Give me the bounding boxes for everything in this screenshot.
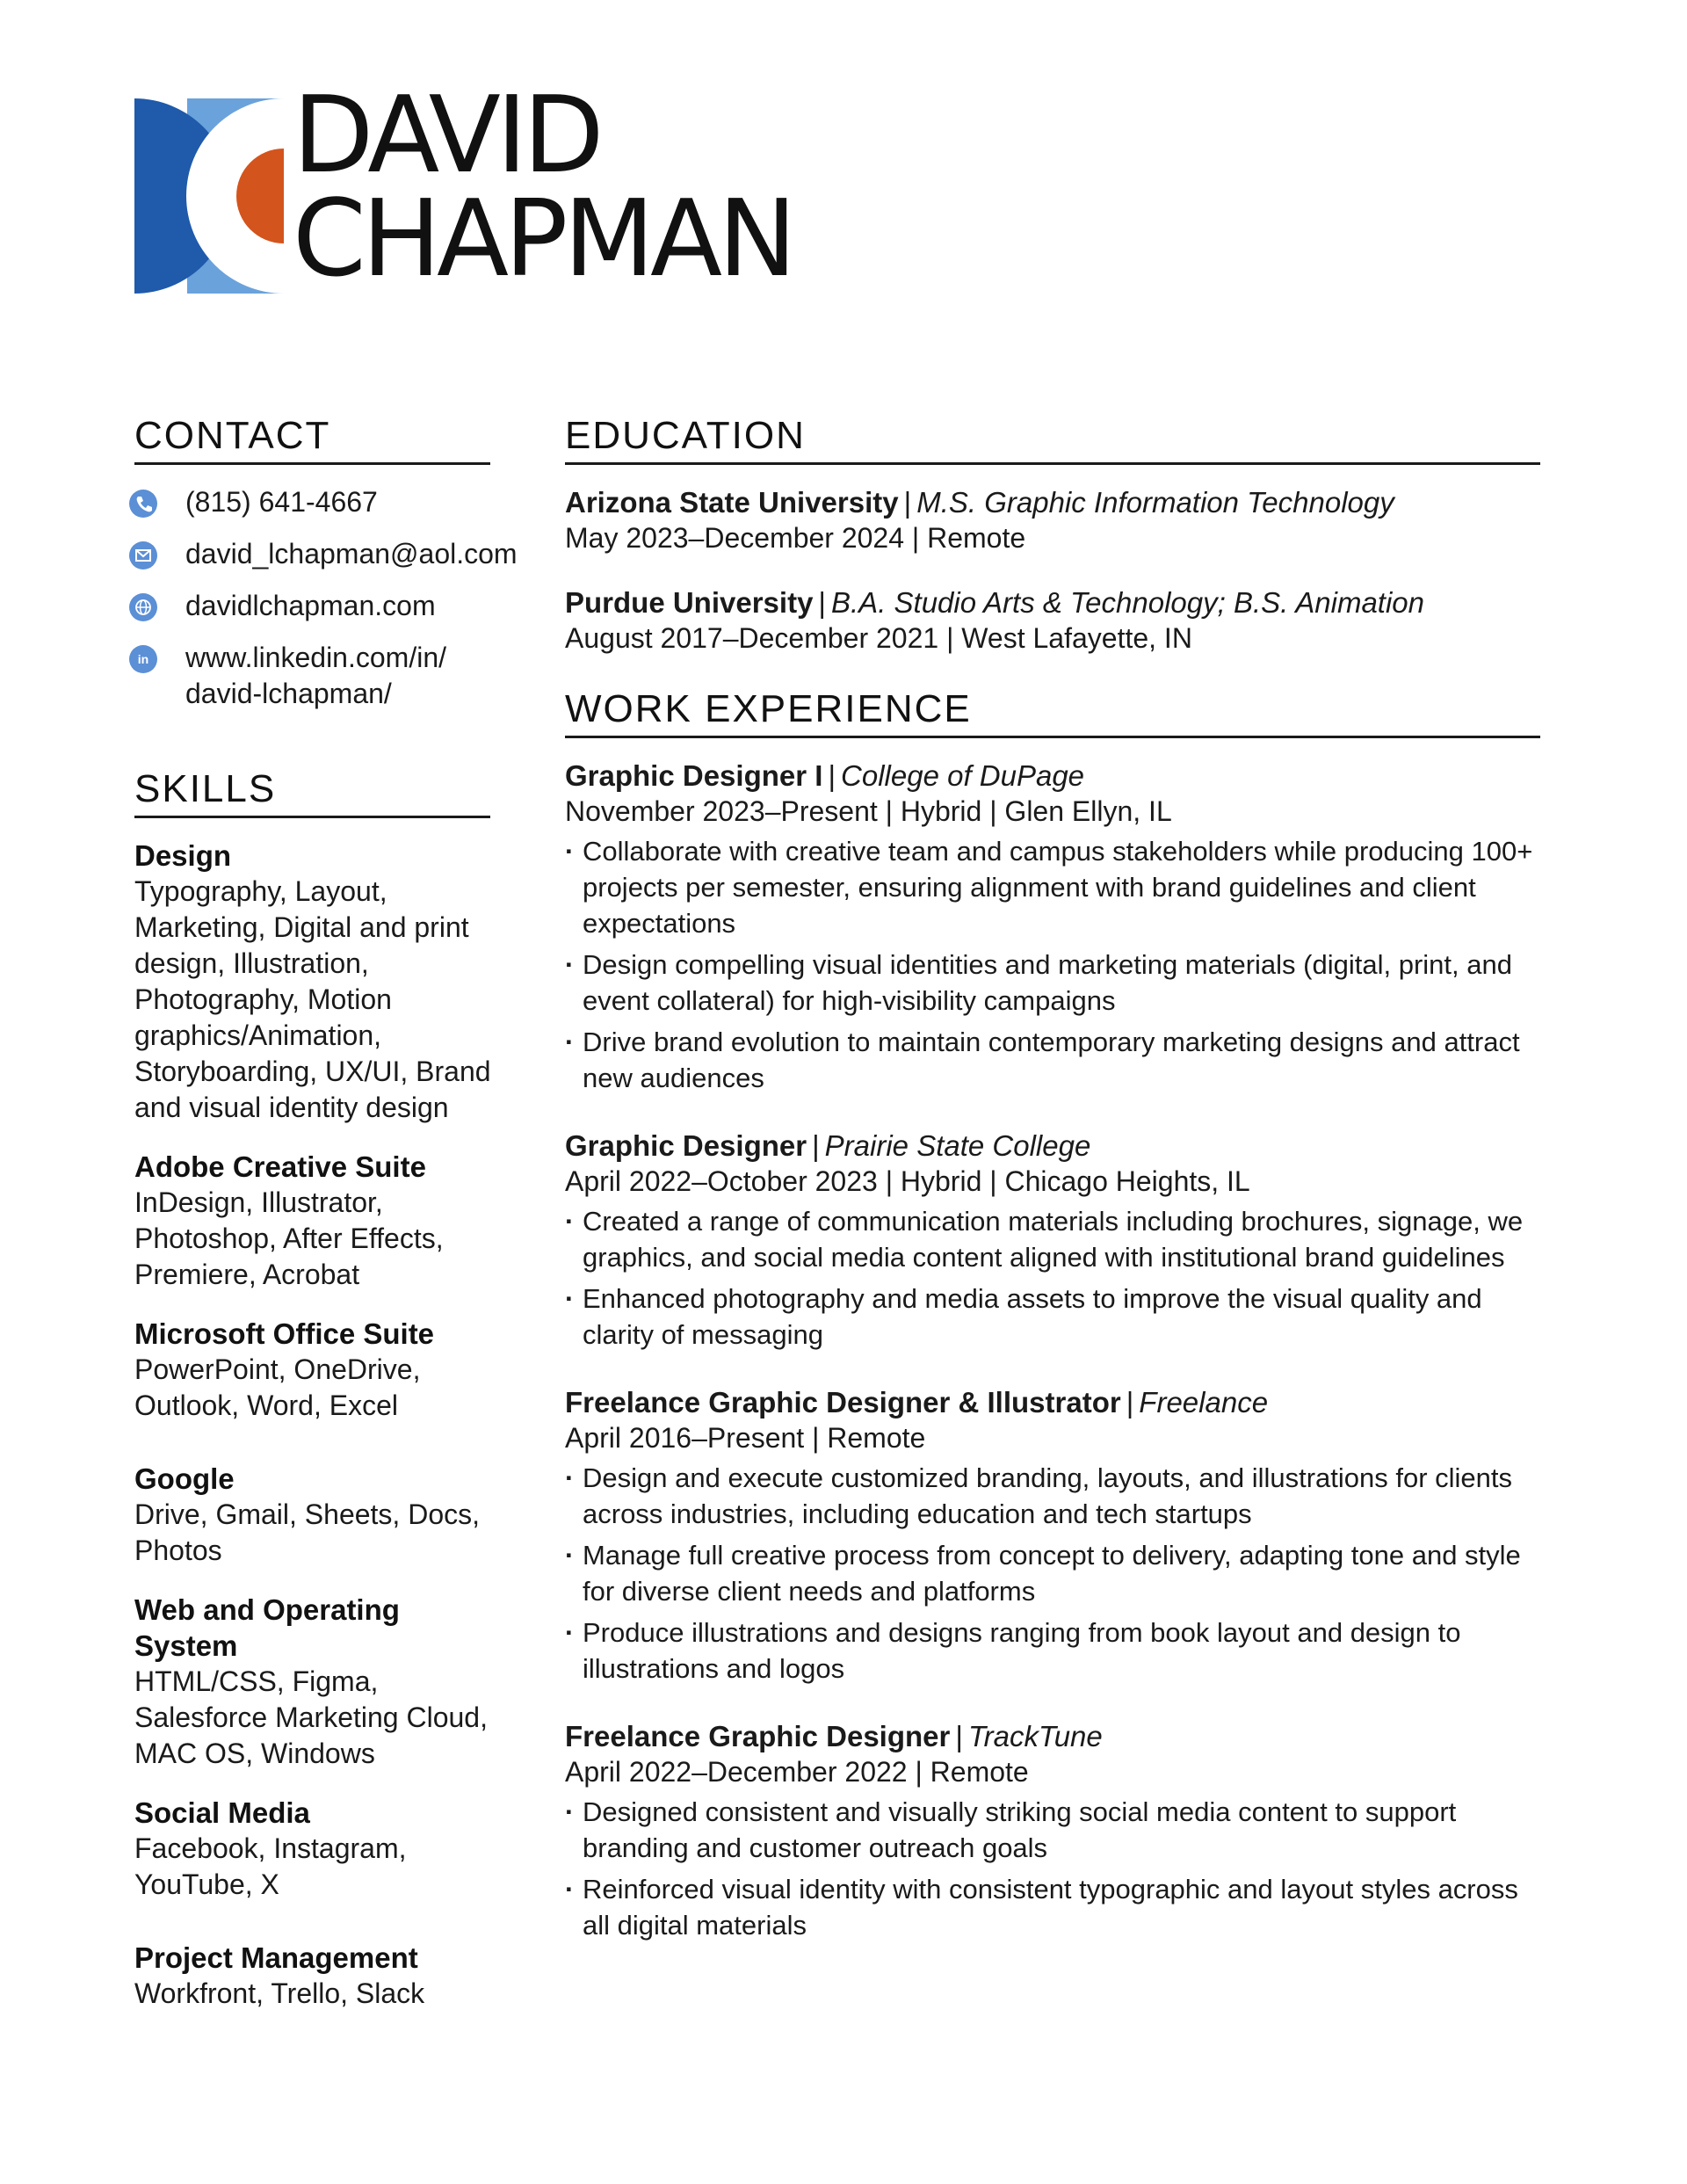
separator: | bbox=[1126, 1386, 1134, 1419]
job-item bbox=[565, 1128, 1540, 1353]
skill-group-head: Design bbox=[134, 839, 232, 872]
phone-icon bbox=[129, 490, 157, 518]
job-heading bbox=[565, 1128, 1540, 1164]
contact-linkedin-text[interactable]: www.linkedin.com/in/ david-lchapman/ bbox=[185, 642, 446, 709]
separator: | bbox=[955, 1720, 963, 1752]
skill-group-social bbox=[134, 1795, 503, 1903]
job-org: College of DuPage bbox=[841, 759, 1085, 792]
job-details: April 2022–December 2022 | Remote bbox=[565, 1756, 1029, 1788]
name-last: CHAPMAN bbox=[293, 178, 793, 301]
contact-list bbox=[134, 484, 518, 712]
job-bullet: · Drive brand evolution to maintain contemporary marketing designs and attract new audiences bbox=[565, 1024, 1540, 1096]
skill-group-head: Microsoft Office Suite bbox=[134, 1317, 435, 1350]
education-item bbox=[565, 584, 1540, 657]
email-icon bbox=[129, 541, 157, 570]
job-item bbox=[565, 1384, 1540, 1687]
job-heading bbox=[565, 1384, 1540, 1420]
skill-group-body: PowerPoint, OneDrive, Outlook, Word, Excel bbox=[134, 1353, 421, 1421]
degree: B.A. Studio Arts & Technology; B.S. Animation bbox=[831, 586, 1425, 619]
job-bullet: · Enhanced photography and media assets to improve the visual quality and clarity of messaging bbox=[565, 1281, 1540, 1353]
job-org: TrackTune bbox=[967, 1720, 1103, 1752]
svg-text:in: in bbox=[137, 652, 149, 666]
left-column bbox=[134, 411, 518, 2035]
job-role: Freelance Graphic Designer & Illustrator bbox=[565, 1386, 1121, 1419]
job-details: April 2022–October 2023 | Hybrid | Chicago Heights, IL bbox=[565, 1165, 1250, 1197]
job-details: April 2016–Present | Remote bbox=[565, 1422, 926, 1454]
skill-group-body: Typography, Layout, Marketing, Digital and print design, Illustration, Photography, Motion graphics/Animation, Storyboarding, UX/UI, Brand and visual identity design bbox=[134, 875, 491, 1123]
job-bullets bbox=[565, 1460, 1540, 1687]
skill-group-body: HTML/CSS, Figma, Salesforce Marketing Cloud, MAC OS, Windows bbox=[134, 1665, 488, 1769]
skill-group-head: Google bbox=[134, 1462, 235, 1495]
contact-website bbox=[134, 588, 503, 624]
skill-group-project bbox=[134, 1940, 503, 2012]
job-heading bbox=[565, 1718, 1540, 1754]
separator: | bbox=[903, 486, 912, 519]
job-bullet: · Manage full creative process from concept to delivery, adapting tone and style for diverse client needs and platforms bbox=[565, 1537, 1540, 1609]
job-heading bbox=[565, 758, 1540, 794]
skill-group-head: Social Media bbox=[134, 1796, 310, 1829]
education-title: EDUCATION bbox=[565, 411, 1540, 465]
job-bullet: · Design compelling visual identities and marketing materials (digital, print, and event collateral) for high-visibility campaigns bbox=[565, 947, 1540, 1019]
contact-phone-text[interactable]: (815) 641-4667 bbox=[185, 486, 378, 518]
contact-website-text[interactable]: davidlchapman.com bbox=[185, 590, 436, 621]
skill-group-body: Workfront, Trello, Slack bbox=[134, 1977, 425, 2009]
contact-email bbox=[134, 536, 518, 572]
job-bullet: · Collaborate with creative team and campus stakeholders while producing 100+ projects per semester, ensuring alignment with brand guidelines and client expectations bbox=[565, 833, 1540, 941]
job-bullet: · Produce illustrations and designs ranging from book layout and design to illustrations and logos bbox=[565, 1614, 1540, 1687]
job-bullets bbox=[565, 1794, 1540, 1943]
logo-mark bbox=[134, 98, 284, 294]
job-bullet: · Designed consistent and visually striking social media content to support branding and customer outreach goals bbox=[565, 1794, 1540, 1866]
degree: M.S. Graphic Information Technology bbox=[916, 486, 1394, 519]
work-experience-title: WORK EXPERIENCE bbox=[565, 685, 1540, 738]
education-details: May 2023–December 2024 | Remote bbox=[565, 522, 1026, 554]
skill-group-body: InDesign, Illustrator, Photoshop, After Effects, Premiere, Acrobat bbox=[134, 1186, 444, 1290]
education-item bbox=[565, 484, 1540, 556]
job-bullets bbox=[565, 833, 1540, 1096]
skill-group-body: Facebook, Instagram, YouTube, X bbox=[134, 1832, 407, 1900]
education-details: August 2017–December 2021 | West Lafayette, IN bbox=[565, 622, 1192, 654]
education-heading bbox=[565, 584, 1540, 620]
skill-group-microsoft bbox=[134, 1316, 503, 1424]
separator: | bbox=[818, 586, 826, 619]
contact-email-text[interactable]: david_lchapman@aol.com bbox=[185, 538, 518, 570]
job-bullet: · Created a range of communication materials including brochures, signage, we graphics, and social media content aligned with institutional brand guidelines bbox=[565, 1203, 1540, 1275]
skill-group-head: Adobe Creative Suite bbox=[134, 1150, 426, 1183]
resume-name bbox=[293, 75, 793, 301]
school-name: Purdue University bbox=[565, 586, 814, 619]
separator: | bbox=[828, 759, 836, 792]
job-details: November 2023–Present | Hybrid | Glen Ellyn, IL bbox=[565, 795, 1172, 827]
job-bullet: · Design and execute customized branding, layouts, and illustrations for clients across industries, including education and tech startups bbox=[565, 1460, 1540, 1532]
globe-icon bbox=[129, 593, 157, 621]
contact-title: CONTACT bbox=[134, 411, 490, 465]
skill-group-head: Project Management bbox=[134, 1941, 418, 1974]
job-role: Graphic Designer I bbox=[565, 759, 823, 792]
contact-phone bbox=[134, 484, 503, 520]
separator: | bbox=[812, 1129, 820, 1162]
skill-group-body: Drive, Gmail, Sheets, Docs, Photos bbox=[134, 1498, 480, 1566]
skill-group-design bbox=[134, 838, 503, 1126]
job-role: Graphic Designer bbox=[565, 1129, 807, 1162]
job-role: Freelance Graphic Designer bbox=[565, 1720, 951, 1752]
education-heading bbox=[565, 484, 1540, 520]
job-item bbox=[565, 758, 1540, 1096]
skill-group-google bbox=[134, 1461, 503, 1569]
job-item bbox=[565, 1718, 1540, 1943]
job-org: Prairie State College bbox=[824, 1129, 1091, 1162]
linkedin-icon bbox=[129, 645, 157, 673]
job-bullet: · Reinforced visual identity with consistent typographic and layout styles across all digital materials bbox=[565, 1871, 1540, 1943]
skills-title: SKILLS bbox=[134, 765, 490, 818]
skill-group-web-os bbox=[134, 1592, 503, 1772]
name-first: DAVID bbox=[293, 75, 600, 197]
skill-group-head: Web and Operating System bbox=[134, 1593, 400, 1662]
job-bullets bbox=[565, 1203, 1540, 1353]
skill-group-adobe bbox=[134, 1149, 503, 1293]
school-name: Arizona State University bbox=[565, 486, 899, 519]
skills-list bbox=[134, 838, 503, 2012]
right-column bbox=[565, 411, 1540, 1975]
contact-linkedin bbox=[134, 640, 503, 712]
job-org: Freelance bbox=[1139, 1386, 1269, 1419]
